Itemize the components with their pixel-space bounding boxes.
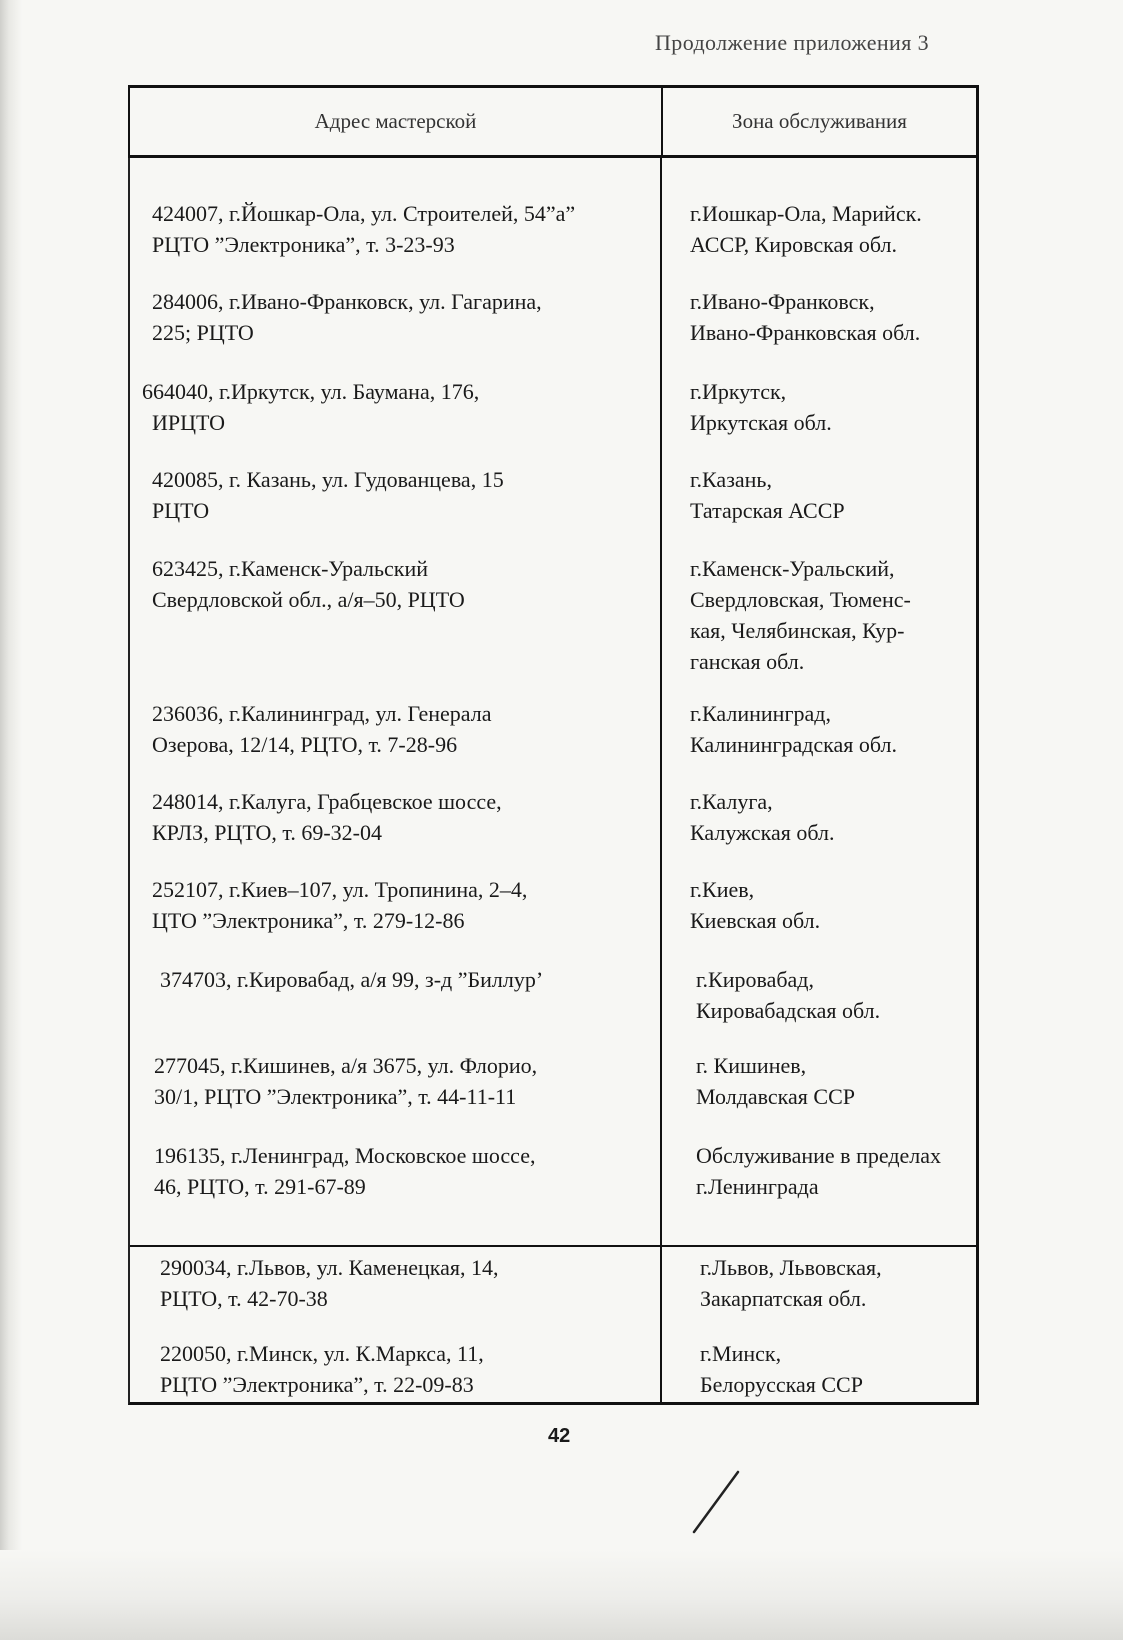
zone-line: г.Киев,: [690, 877, 755, 902]
zone-line: Калининградская обл.: [690, 732, 898, 757]
header-zone: Зона обслуживания: [732, 109, 907, 133]
address-line: 46, РЦТО, т. 291-67-89: [154, 1174, 366, 1199]
address-line: ИРЦТО: [152, 410, 226, 435]
address-line: 420085, г. Казань, ул. Гудованцева, 15: [152, 467, 504, 492]
zone-cell: [690, 376, 970, 438]
address-cell: [160, 1252, 650, 1314]
address-line: РЦТО ”Электроника”, т. 3-23-93: [152, 232, 455, 257]
address-line: РЦТО, т. 42-70-38: [160, 1286, 328, 1311]
pen-stroke-mark: [688, 1468, 748, 1538]
address-cell: [152, 464, 642, 526]
zone-line: ганская обл.: [690, 649, 805, 674]
zone-cell: [696, 964, 976, 1026]
address-line: 290034, г.Львов, ул. Каменецкая, 14,: [160, 1255, 499, 1280]
zone-line: кая, Челябинская, Кур-: [690, 618, 905, 643]
zone-line: Калужская обл.: [690, 820, 835, 845]
zone-line: АССР, Кировская обл.: [690, 232, 897, 257]
address-line: 277045, г.Кишинев, а/я 3675, ул. Флорио,: [154, 1053, 538, 1078]
column-divider: [660, 158, 662, 1402]
zone-line: Белорусская ССР: [700, 1372, 863, 1397]
row-separator: [130, 1245, 976, 1247]
address-cell: [152, 874, 642, 936]
zone-line: Молдавская ССР: [696, 1084, 856, 1109]
scan-shadow-bottom: [0, 1550, 1123, 1640]
address-line: 196135, г.Ленинград, Московское шоссе,: [154, 1143, 536, 1168]
table-body: [128, 158, 979, 1405]
address-cell: [160, 1338, 650, 1400]
address-line: 225; РЦТО: [152, 320, 254, 345]
table-header: [128, 85, 979, 158]
zone-line: Кировабадская обл.: [696, 998, 881, 1023]
zone-cell: [700, 1252, 980, 1314]
address-line: 252107, г.Киев–107, ул. Тропинина, 2–4,: [152, 877, 528, 902]
zone-line: Обслуживание в пределах: [696, 1143, 942, 1168]
zone-cell: [696, 1140, 978, 1202]
address-line: 424007, г.Йошкар-Ола, ул. Строителей, 54”а”: [152, 201, 576, 226]
zone-line: Иркутская обл.: [690, 410, 832, 435]
zone-line: Татарская АССР: [690, 498, 845, 523]
zone-line: г.Кировабад,: [696, 967, 815, 992]
address-line: 374703, г.Кировабад, а/я 99, з-д ”Биллур’: [160, 967, 544, 992]
address-cell: [152, 553, 642, 615]
address-line: КРЛЗ, РЦТО, т. 69-32-04: [152, 820, 382, 845]
address-cell: [152, 698, 642, 760]
zone-line: г.Казань,: [690, 467, 772, 492]
zone-cell: [690, 553, 970, 677]
zone-cell: [690, 198, 970, 260]
zone-cell: [690, 786, 970, 848]
address-cell: [154, 1050, 644, 1112]
zone-line: г.Львов, Львовская,: [700, 1255, 882, 1280]
address-line: 236036, г.Калининград, ул. Генерала: [152, 701, 492, 726]
scan-shadow-left: [0, 0, 22, 1640]
zone-line: г. Кишинев,: [696, 1053, 807, 1078]
zone-line: г.Калининград,: [690, 701, 831, 726]
address-line: Свердловской обл., а/я–50, РЦТО: [152, 587, 465, 612]
continuation-label: Продолжение приложения 3: [655, 30, 930, 55]
address-line: Озерова, 12/14, РЦТО, т. 7-28-96: [152, 732, 458, 757]
zone-line: г.Иркутск,: [690, 379, 787, 404]
address-line: 248014, г.Калуга, Грабцевское шоссе,: [152, 789, 502, 814]
zone-line: г.Калуга,: [690, 789, 773, 814]
zone-line: г.Иошкар-Ола, Марийск.: [690, 201, 922, 226]
zone-line: г.Каменск-Уральский,: [690, 556, 895, 581]
zone-line: г.Ивано-Франковск,: [690, 289, 875, 314]
address-line: ЦТО ”Электроника”, т. 279-12-86: [152, 908, 465, 933]
address-cell: [154, 1140, 644, 1202]
address-cell: [152, 286, 642, 348]
zone-line: Киевская обл.: [690, 908, 821, 933]
zone-cell: [690, 698, 970, 760]
address-cell: [160, 964, 650, 995]
address-line: РЦТО: [152, 498, 210, 523]
header-address: Адрес мастерской: [130, 88, 663, 155]
address-line: 284006, г.Ивано-Франковск, ул. Гагарина,: [152, 289, 542, 314]
zone-line: г.Ленинграда: [696, 1174, 819, 1199]
zone-line: Закарпатская обл.: [700, 1286, 867, 1311]
zone-line: Свердловская, Тюменс-: [690, 587, 911, 612]
zone-line: Ивано-Франковская обл.: [690, 320, 921, 345]
address-cell: [152, 198, 642, 260]
zone-cell: [690, 464, 970, 526]
address-line: 623425, г.Каменск-Уральский: [152, 556, 429, 581]
address-line: 30/1, РЦТО ”Электроника”, т. 44-11-11: [154, 1084, 517, 1109]
zone-cell: [690, 874, 970, 936]
address-cell: [152, 786, 642, 848]
address-line: 664040, г.Иркутск, ул. Баумана, 176,: [142, 379, 480, 404]
zone-line: г.Минск,: [700, 1341, 782, 1366]
address-line: 220050, г.Минск, ул. К.Маркса, 11,: [160, 1341, 484, 1366]
page-number: 42: [548, 1425, 571, 1447]
zone-cell: [690, 286, 970, 348]
zone-cell: [700, 1338, 980, 1400]
address-line: РЦТО ”Электроника”, т. 22-09-83: [160, 1372, 474, 1397]
address-cell: [142, 376, 632, 438]
zone-cell: [696, 1050, 976, 1112]
